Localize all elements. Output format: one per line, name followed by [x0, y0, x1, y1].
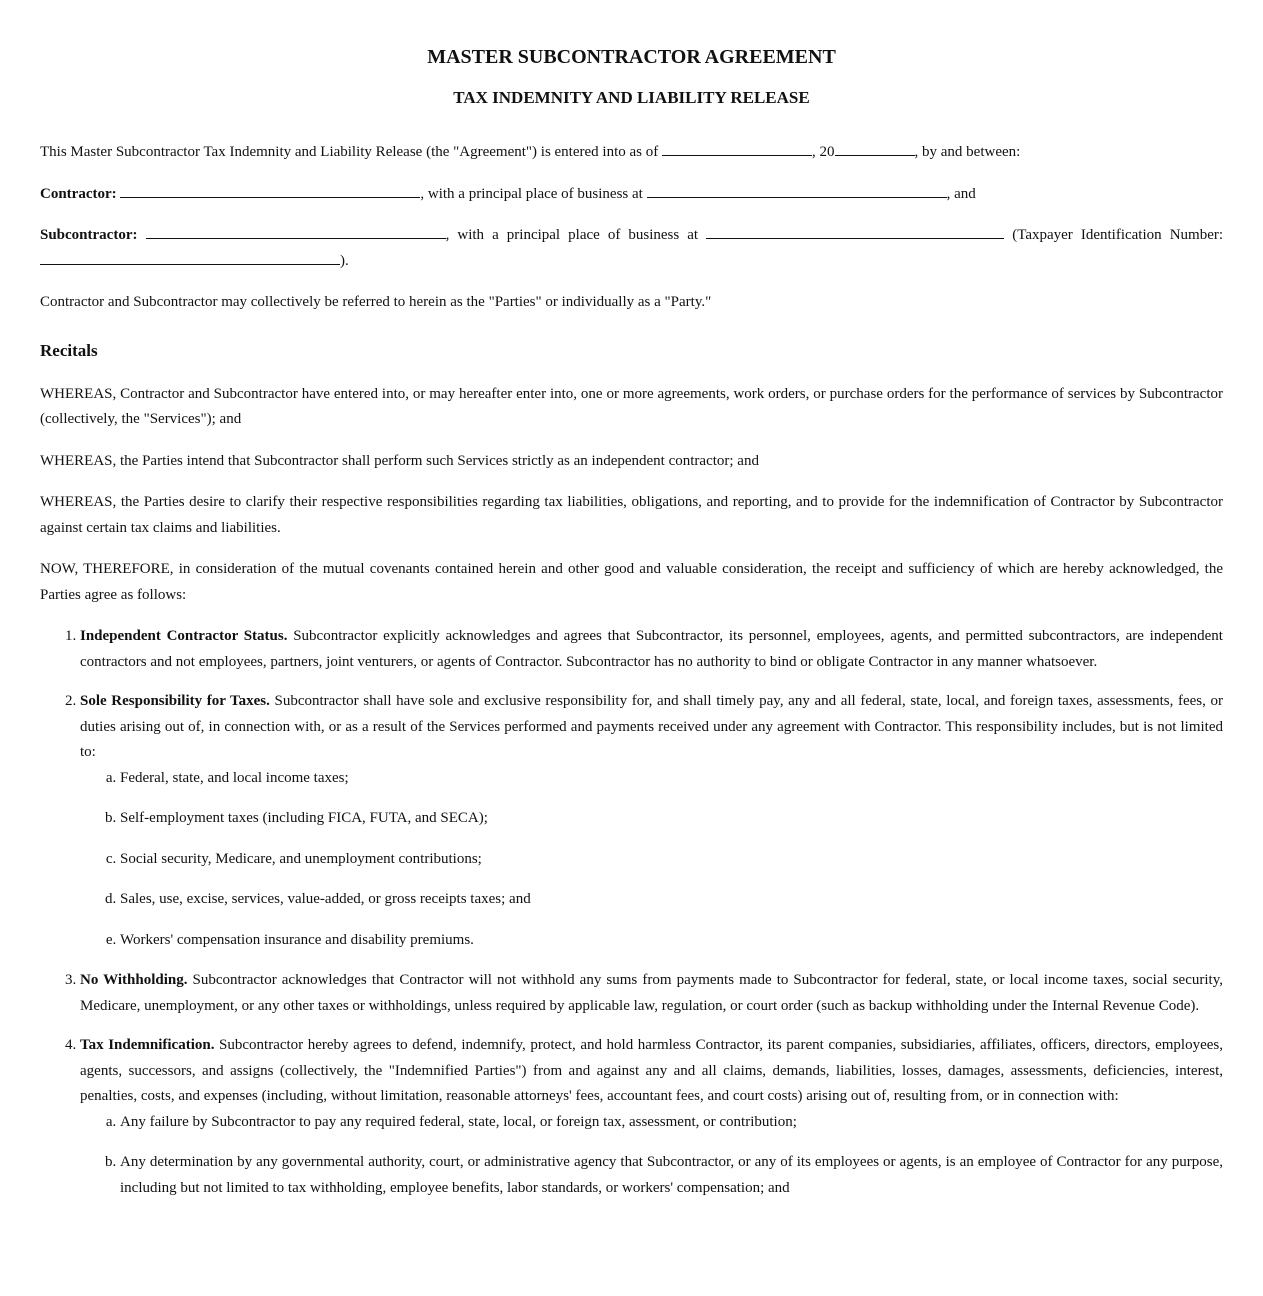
- sub-item: c. Social security, Medicare, and unemployment contributions;: [120, 847, 1223, 873]
- subcontractor-tin-text: (Taxpayer Identification Number:: [1004, 227, 1224, 243]
- sub-item: d. Sales, use, excise, services, value-added, or gross receipts taxes; and: [120, 887, 1223, 913]
- section-item: [80, 689, 1223, 953]
- sub-list: [80, 766, 1223, 954]
- document-subtitle: TAX INDEMNITY AND LIABILITY RELEASE: [453, 88, 810, 107]
- year-prefix: , 20: [812, 144, 835, 160]
- sub-item: e. Workers' compensation insurance and disability premiums.: [120, 928, 1223, 954]
- contractor-label: Contractor:: [40, 185, 117, 202]
- subcontractor-label: Subcontractor:: [40, 227, 138, 243]
- sub-item: a. Federal, state, and local income taxes;: [120, 766, 1223, 792]
- intro-paragraph: [40, 140, 1223, 166]
- section-heading: Sole Responsibility for Taxes.: [80, 693, 270, 709]
- recitals-heading: Recitals: [40, 340, 98, 360]
- sub-list: [80, 1110, 1223, 1202]
- contractor-name-blank[interactable]: [120, 183, 420, 198]
- recital-paragraph: WHEREAS, the Parties intend that Subcontractor shall perform such Services strictly as an independent contractor; and: [40, 452, 759, 469]
- contractor-mid-text: , with a principal place of business at: [420, 185, 647, 202]
- subcontractor-end-text: ).: [340, 252, 349, 269]
- sections-list: [40, 624, 1223, 1201]
- contractor-address-blank[interactable]: [647, 183, 947, 198]
- subcontractor-address-blank[interactable]: [706, 224, 1004, 239]
- section-body: Subcontractor acknowledges that Contractor will not withhold any sums from payments made to Subcontractor for federal, state, or local income taxes, social security, Medicare, unemployment, or any other taxes or withholdings, unless required by applicable law, regulation, or court order (such as backup withholding under the Internal Revenue Code).: [80, 972, 1223, 1014]
- subcontractor-name-blank[interactable]: [146, 224, 446, 239]
- section-body: Subcontractor explicitly acknowledges and agrees that Subcontractor, its personnel, employees, agents, and permitted subcontractors, are independent contractors and not employees, partners, joint venturers, or agents of Contractor. Subcontractor has no authority to bind or obligate Contractor in any manner whatsoever.: [80, 628, 1223, 670]
- intro-end-text: , by and between:: [914, 144, 1021, 160]
- recital-paragraph: WHEREAS, the Parties desire to clarify their respective responsibilities regarding tax liabilities, obligations, and reporting, and to provide for the indemnification of Contractor by Subcontractor against certain tax claims and liabilities.: [40, 494, 1223, 536]
- sub-item: b. Any determination by any governmental authority, court, or administrative agency that Subcontractor, or any of its employees or agents, is an employee of Contractor for any purpose, including but not limited to tax withholding, employee benefits, labor standards, or workers' compensation; and: [120, 1150, 1223, 1201]
- recital-paragraph: NOW, THEREFORE, in consideration of the mutual covenants contained herein and other good and valuable consideration, the receipt and sufficiency of which are hereby acknowledged, the Parties agree as follows:: [40, 561, 1223, 603]
- section-heading: Tax Indemnification.: [80, 1037, 215, 1053]
- sub-item: a. Any failure by Subcontractor to pay any required federal, state, local, or foreign tax, assessment, or contribution;: [120, 1110, 1223, 1136]
- section-item: [80, 624, 1223, 675]
- section-item: [80, 1033, 1223, 1201]
- year-blank[interactable]: [835, 141, 915, 156]
- subcontractor-tin-blank[interactable]: [40, 250, 340, 265]
- sub-item: b. Self-employment taxes (including FICA, FUTA, and SECA);: [120, 806, 1223, 832]
- section-item: [80, 968, 1223, 1019]
- subcontractor-mid-text: , with a principal place of business at: [445, 227, 707, 243]
- section-heading: Independent Contractor Status.: [80, 628, 288, 644]
- contractor-paragraph: [40, 182, 1223, 208]
- section-heading: No Withholding.: [80, 972, 188, 988]
- parties-paragraph: Contractor and Subcontractor may collectively be referred to herein as the "Parties" or individually as a "Party.": [40, 294, 712, 310]
- contractor-end-text: , and: [946, 185, 976, 202]
- document-title: MASTER SUBCONTRACTOR AGREEMENT: [427, 46, 836, 68]
- section-body: Subcontractor hereby agrees to defend, indemnify, protect, and hold harmless Contractor, its parent companies, subsidiaries, affiliates, officers, directors, employees, agents, successors, and assigns (collectively, the "Indemnified Parties") from and against any and all claims, demands, liabilities, losses, damages, assessments, deficiencies, interest, penalties, costs, and expenses (including, without limitation, reasonable attorneys' fees, accountant fees, and court costs) arising out of, resulting from, or in connection with:: [80, 1037, 1224, 1104]
- date-blank[interactable]: [662, 141, 812, 156]
- recital-paragraph: WHEREAS, Contractor and Subcontractor have entered into, or may hereafter enter into, one or more agreements, work orders, or purchase orders for the performance of services by Subcontractor (collectively, the "Services"); and: [40, 385, 1223, 427]
- subcontractor-paragraph: [40, 223, 1223, 274]
- intro-text: This Master Subcontractor Tax Indemnity and Liability Release (the "Agreement") is entered into as of: [40, 144, 662, 160]
- section-body: Subcontractor shall have sole and exclusive responsibility for, and shall timely pay, any and all federal, state, local, and foreign taxes, assessments, fees, or duties arising out of, in connection with, or as a result of the Services performed and payments received under any agreement with Contractor. This responsibility includes, but is not limited to:: [80, 693, 1223, 760]
